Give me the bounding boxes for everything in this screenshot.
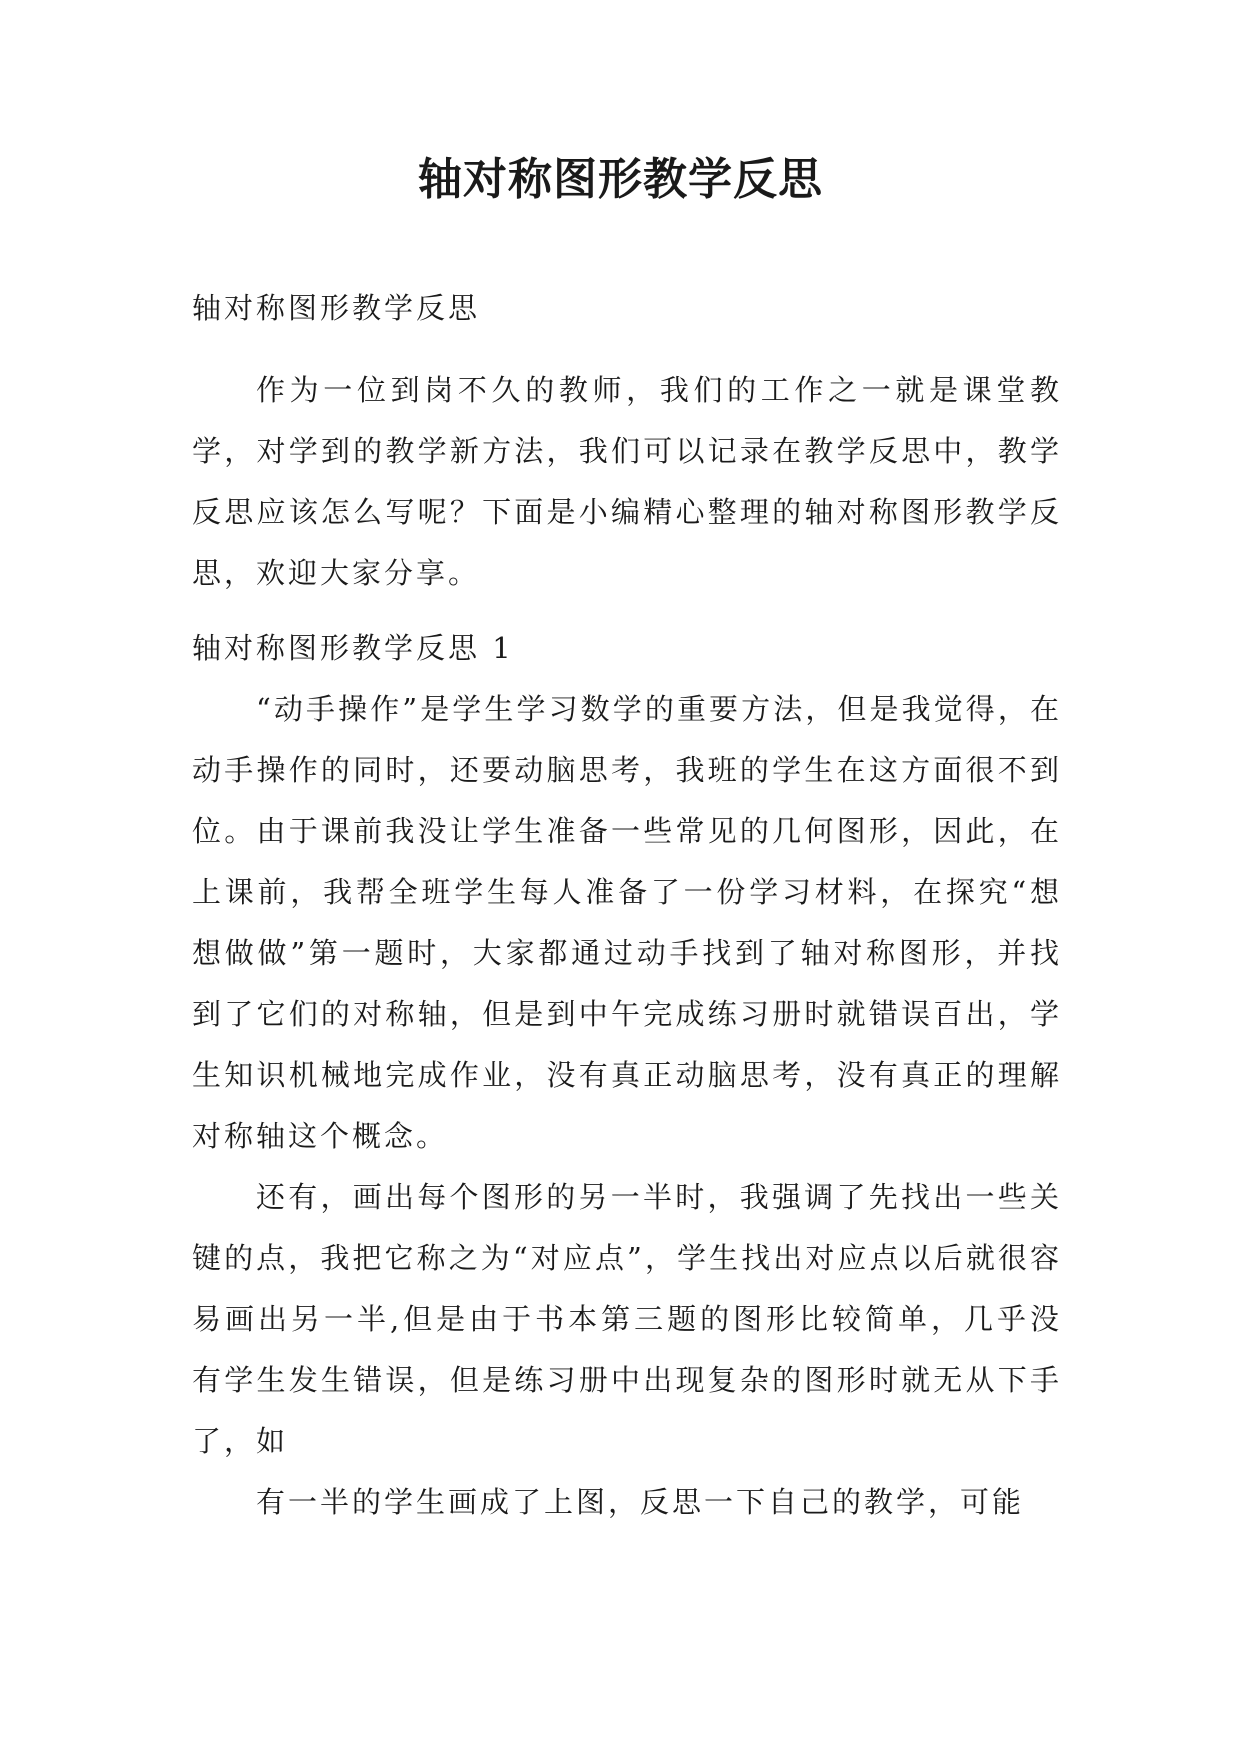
- section-1-heading: 轴对称图形教学反思 1: [192, 631, 514, 665]
- document-title: 轴对称图形教学反思: [418, 154, 823, 205]
- intro-block: [192, 360, 1062, 604]
- section-1-paragraph-2: 还有，画出每个图形的另一半时，我强调了先找出一些关键的点，我把它称之为“对应点”，学生找出对应点以后就很容易画出另一半,但是由于书本第三题的图形比较简单，几乎没有学生发生错误，但是练习册中出现复杂的图形时就无从下手了，如: [192, 1180, 1062, 1458]
- section-1-paragraph-3: 有一半的学生画成了上图，反思一下自己的教学，可能: [256, 1485, 1025, 1519]
- section-1-paragraph-1: “动手操作”是学生学习数学的重要方法，但是我觉得，在动手操作的同时，还要动脑思考，我班的学生在这方面很不到位。由于课前我没让学生准备一些常见的几何图形，因此，在上课前，我帮全班学生每人准备了一份学习材料，在探究“想想做做”第一题时，大家都通过动手找到了轴对称图形，并找到了它们的对称轴，但是到中午完成练习册时就错误百出，学生知识机械地完成作业，没有真正动脑思考，没有真正的理解对称轴这个概念。: [192, 692, 1062, 1153]
- document-subtitle: 轴对称图形教学反思: [192, 291, 481, 325]
- section-1: [192, 618, 1062, 1533]
- intro-paragraph: 作为一位到岗不久的教师，我们的工作之一就是课堂教学，对学到的教学新方法，我们可以记录在教学反思中，教学反思应该怎么写呢？下面是小编精心整理的轴对称图形教学反思，欢迎大家分享。: [192, 373, 1062, 590]
